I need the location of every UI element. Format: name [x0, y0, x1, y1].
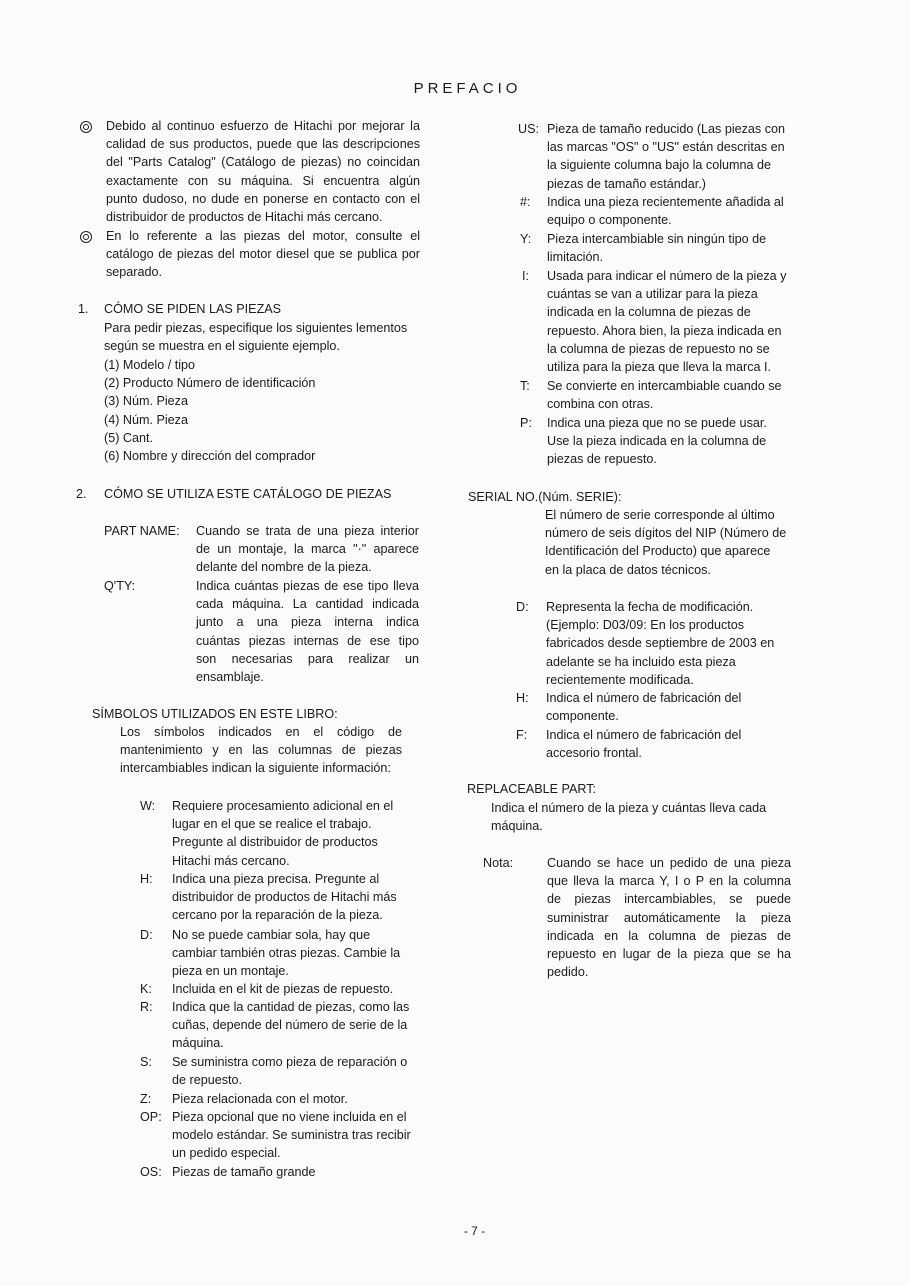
qty-definition [196, 577, 419, 686]
part-name-definition [196, 522, 419, 577]
symbol-key: H: [516, 691, 529, 705]
text-line: Indica una pieza precisa. Pregunte al [172, 872, 380, 886]
text-line: calidad de sus productos, puede que las descripciones [106, 137, 420, 152]
section-2-heading: CÓMO SE UTILIZA ESTE CATÁLOGO DE PIEZAS [104, 487, 392, 501]
symbol-key: I: [522, 269, 529, 283]
text-line: Piezas de tamaño grande [172, 1165, 316, 1179]
symbols-heading: SÍMBOLOS UTILIZADOS EN ESTE LIBRO: [92, 707, 338, 721]
text-line: la columna de piezas de repuesto no se [547, 341, 770, 356]
text-line: equipo o componente. [547, 213, 672, 228]
symbol-key: D: [516, 600, 529, 614]
text-line: Hitachi más cercano. [172, 853, 290, 868]
text-line: indicada en la columna de piezas de [547, 305, 751, 320]
text-line: mantenimiento y en las columnas de piezas [120, 743, 402, 758]
text-line: delante del nombre de la pieza. [196, 560, 372, 575]
text-line: Identificación del Producto) que aparece [545, 544, 771, 559]
replaceable-description [491, 799, 766, 835]
text-line: lugar en el que se realice el trabajo. [172, 817, 372, 832]
list-item: (1) Modelo / tipo [104, 358, 195, 372]
text-line: componente. [546, 709, 619, 724]
text-line: de piezas intercambiables, se puede [547, 892, 791, 907]
text-line: catálogo de piezas del motor diesel que se publica por [106, 247, 420, 262]
text-line: que lleva la marca Y, I o P en la columna [547, 874, 791, 889]
section-2-number: 2. [76, 487, 87, 501]
text-line: Incluida en el kit de piezas de repuesto. [172, 982, 394, 996]
symbol-description [547, 414, 767, 469]
symbol-key: Z: [140, 1092, 152, 1106]
text-line: cambiar también otras piezas. Cambie la [172, 946, 401, 961]
text-line: cada máquina. La cantidad indicada [196, 597, 419, 612]
text-line: recientemente modificada. [546, 672, 694, 687]
symbol-description [546, 726, 741, 762]
text-line: El número de serie corresponde al último [545, 508, 775, 522]
text-line: Pieza de tamaño reducido (Las piezas con [547, 122, 786, 136]
list-item: (3) Núm. Pieza [104, 394, 188, 409]
text-line: repuesto en lugar de la pieza que se ha [547, 947, 791, 962]
symbol-key: D: [140, 928, 153, 942]
qty-term: Q'TY: [104, 579, 136, 593]
symbol-description [547, 377, 782, 413]
symbol-key: K: [140, 982, 152, 996]
double-circle-bullet-icon [80, 231, 92, 243]
text-line: cuñas, depende del número de serie de la [172, 1018, 408, 1033]
text-line: según se muestra en el siguiente ejemplo. [104, 339, 340, 354]
text-line: modelo estándar. Se suministra tras recibir [172, 1128, 411, 1143]
text-line: combina con otras. [547, 397, 654, 412]
order-items-list [104, 356, 315, 465]
symbol-key: W: [140, 799, 156, 813]
symbol-description [547, 267, 786, 376]
symbol-key: S: [140, 1055, 152, 1069]
text-line: Indica cuántas piezas de ese tipo lleva [196, 579, 419, 593]
text-line: la siguiente columna bajo la columna de [547, 158, 772, 173]
serial-description [545, 506, 786, 579]
section-1-heading: CÓMO SE PIDEN LAS PIEZAS [104, 302, 282, 316]
text-line: son necesarias para realizar un [196, 651, 419, 666]
text-line: Los símbolos indicados en el código de [120, 725, 402, 739]
text-line: No se puede cambiar sola, hay que [172, 928, 371, 942]
text-line: las marcas "OS" o "US" están descritas en [547, 140, 785, 155]
symbol-key: P: [520, 416, 532, 430]
symbol-key: US: [518, 122, 539, 136]
text-line: Indica que la cantidad de piezas, como las [172, 1000, 410, 1014]
text-line: piezas de repuesto. [547, 452, 657, 467]
text-line: número de seis dígitos del NIP (Número de [545, 526, 787, 541]
text-line: cuántas se van a utilizar para la pieza [547, 287, 758, 302]
symbol-description [547, 193, 784, 229]
part-name-term: PART NAME: [104, 524, 180, 538]
nota-label: Nota: [483, 856, 514, 870]
text-line: repuesto. Ahora bien, la pieza indicada en [547, 323, 782, 338]
list-item: (6) Nombre y dirección del comprador [104, 449, 316, 464]
symbol-description [546, 598, 774, 689]
text-line: Requiere procesamiento adicional en el [172, 799, 394, 813]
text-line: Usada para indicar el número de la pieza y [547, 269, 787, 283]
text-line: de repuesto. [172, 1073, 243, 1088]
text-line: intercambiables indican la siguiente información: [120, 761, 391, 776]
text-line: Indica el número de fabricación del [546, 691, 742, 705]
symbol-key: OS: [140, 1165, 162, 1179]
symbol-description [172, 1090, 348, 1108]
symbol-description [172, 980, 393, 998]
section-1-intro [104, 319, 420, 355]
text-line: cuántas piezas internas de ese tipo [196, 633, 419, 648]
symbol-description [546, 689, 741, 725]
text-line: adelante se ha incluido esta pieza [546, 654, 736, 669]
serial-heading: SERIAL NO.(Núm. SERIE): [468, 490, 622, 504]
text-line: Pregunte al distribuidor de productos [172, 835, 378, 850]
text-line: indicada en la columna de piezas de [547, 928, 791, 943]
nota-text [547, 854, 791, 981]
symbol-key: T: [520, 379, 530, 393]
text-line: Debido al continuo esfuerzo de Hitachi por mejorar la [106, 119, 420, 133]
text-line: Pieza intercambiable sin ningún tipo de [547, 232, 767, 246]
symbols-intro [120, 723, 402, 778]
intro-paragraph-2 [106, 227, 420, 282]
text-line: distribuidor de productos de Hitachi más cercano. [106, 210, 383, 225]
text-line: Indica una pieza recientemente añadida al [547, 195, 784, 209]
page-title: PREFACIO [413, 80, 522, 97]
text-line: máquina. [491, 819, 543, 834]
text-line: punto dudoso, no dude en ponerse en contacto con el [106, 191, 420, 206]
text-line: Pieza relacionada con el motor. [172, 1092, 348, 1106]
text-line: de un montaje, la marca "·" aparece [196, 542, 419, 557]
symbol-description [172, 926, 400, 981]
intro-paragraph-1 [106, 117, 420, 226]
text-line: Para pedir piezas, especifique los siguientes lementos [104, 321, 408, 335]
replaceable-heading: REPLACEABLE PART: [467, 782, 597, 796]
text-line: Cuando se hace un pedido de una pieza [547, 856, 791, 870]
text-line: Indica el número de la pieza y cuántas lleva cada [491, 801, 767, 815]
text-line: suministrar automáticamente la pieza [547, 910, 791, 925]
list-item: (5) Cant. [104, 430, 153, 445]
text-line: Use la pieza indicada en la columna de [547, 434, 767, 449]
symbol-description [172, 870, 397, 925]
section-1-number: 1. [78, 302, 89, 316]
text-line: Se suministra como pieza de reparación o [172, 1055, 408, 1069]
text-line: fabricados desde septiembre de 2003 en [546, 636, 775, 651]
symbol-description [547, 120, 785, 193]
symbol-key: OP: [140, 1110, 162, 1124]
symbol-key: R: [140, 1000, 153, 1014]
text-line: ensamblaje. [196, 670, 264, 685]
text-line: Cuando se trata de una pieza interior [196, 524, 419, 538]
text-line: accesorio frontal. [546, 746, 642, 761]
text-line: junto a una pieza interna indica [196, 615, 419, 630]
text-line: del "Parts Catalog" (Catálogo de piezas) no coincidan [106, 155, 420, 170]
text-line: Pieza opcional que no viene incluida en el [172, 1110, 407, 1124]
text-line: separado. [106, 265, 163, 280]
text-line: Indica una pieza que no se puede usar. [547, 416, 767, 430]
text-line: (Ejemplo: D03/09: En los productos [546, 618, 745, 633]
text-line: pieza en un montaje. [172, 964, 289, 979]
symbol-key: #: [520, 195, 531, 209]
text-line: máquina. [172, 1036, 224, 1051]
symbol-description [547, 230, 766, 266]
text-line: distribuidor de productos de Hitachi más [172, 890, 397, 905]
list-item: (4) Núm. Pieza [104, 412, 188, 427]
text-line: Se convierte en intercambiable cuando se [547, 379, 782, 393]
symbol-description [172, 797, 393, 870]
text-line: utiliza para la pieza que lleva la marca I. [547, 360, 772, 375]
symbol-key: H: [140, 872, 153, 886]
list-item: (2) Producto Número de identificación [104, 376, 316, 391]
text-line: piezas de tamaño estándar.) [547, 176, 706, 191]
text-line: exactamente con su máquina. Si encuentra algún [106, 173, 420, 188]
symbol-description [172, 1053, 407, 1089]
symbol-description [172, 1163, 316, 1181]
text-line: En lo referente a las piezas del motor, consulte el [106, 229, 420, 243]
page-number: - 7 - [463, 1224, 486, 1238]
symbol-description [172, 998, 409, 1053]
text-line: en la placa de datos técnicos. [545, 562, 711, 577]
double-circle-bullet-icon [80, 121, 92, 133]
text-line: Representa la fecha de modificación. [546, 600, 754, 614]
text-line: limitación. [547, 250, 603, 265]
symbol-key: Y: [520, 232, 532, 246]
text-line: un pedido especial. [172, 1146, 281, 1161]
symbol-key: F: [516, 728, 528, 742]
symbol-description [172, 1108, 411, 1163]
text-line: pedido. [547, 965, 589, 980]
text-line: Indica el número de fabricación del [546, 728, 742, 742]
text-line: cercano por la reparación de la pieza. [172, 908, 383, 923]
